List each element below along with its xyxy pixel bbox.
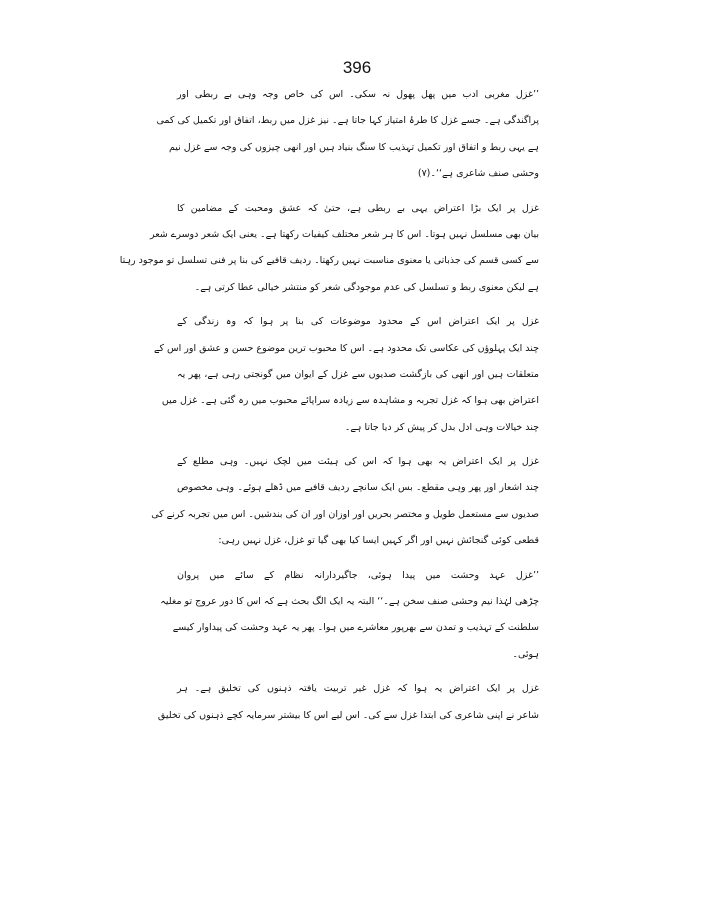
text-line: سلطنت کے تہذیب و تمدن سے بھرپور معاشرے میں ہوا۔ پھر یہ عہد وحشت کی پیداوار کیسے xyxy=(172,622,539,634)
text-line: چند ایک پہلوؤں کی عکاسی تک محدود ہے۔ اس کا محبوب ترین موضوع حسن و عشق اور اس کے xyxy=(153,342,539,354)
paragraph-4 xyxy=(151,449,539,555)
text-line: پراگندگی ہے۔ جسے غزل کا طرۂ امتیاز کہا جاتا ہے۔ نیز غزل میں ربط، اتفاق اور تکمیل کی کمی xyxy=(156,115,539,127)
text-line: سے کسی قسم کی جذباتی یا معنوی مناسبت نہیں رکھتا۔ ردیف قافیے کی بنا پر فنی تسلسل تو موجود رہتا xyxy=(119,255,539,267)
paragraph-2 xyxy=(119,196,539,302)
text-line: چند خیالات وہی ادل بدل کر پیش کر دیا جاتا ہے۔ xyxy=(344,421,539,433)
text-line: غزل پر ایک اعتراض یہ بھی ہوا کہ اس کی ہیئت میں لچک نہیں۔ وہی مطلع کے xyxy=(177,456,539,468)
text-line: ہوئی۔ xyxy=(512,648,539,660)
page-number: 396 xyxy=(342,58,372,77)
body-text xyxy=(119,82,539,729)
text-line: غزل پر ایک اعتراض اس کے محدود موضوعات کی بنا پر ہوا کہ وہ زندگی کے xyxy=(177,316,539,328)
paragraph-3 xyxy=(153,309,539,441)
text-line: صدیوں سے مستعمل طویل و مختصر بحریں اور اوزان اور ان کی بندشیں۔ اس میں تجربہ کرنے کی xyxy=(151,508,539,520)
text-line: بیان بھی مسلسل نہیں ہوتا۔ اس کا ہر شعر مختلف کیفیات رکھتا ہے۔ یعنی ایک شعر دوسرے شعر xyxy=(149,228,539,240)
text-line: ہے لیکن معنوی ربط و تسلسل کی عدم موجودگی شعر کو منتشر خیالی عطا کرتی ہے۔ xyxy=(194,281,539,293)
text-line: چڑھی لہٰذا نیم وحشی صنف سخن ہے۔‘‘ البتہ یہ ایک الگ بحث ہے کہ اس کا دور عروج تو مغلیہ xyxy=(160,596,539,608)
text-line: غزل پر ایک بڑا اعتراض یہی بے ربطی ہے، حتیٰ کہ عشق ومحبت کے مضامین کا xyxy=(177,202,539,214)
paragraph-5-quote xyxy=(160,563,539,669)
text-line: ’’غزل مغربی ادب میں پھل پھول نہ سکی۔ اس کی خاص وجہ وہی بے ربطی اور xyxy=(177,89,539,100)
text-line: غزل پر ایک اعتراض یہ ہوا کہ غزل غیر تربیت یافتہ ذہنوں کی تخلیق ہے۔ ہر xyxy=(177,683,539,695)
paragraph-6 xyxy=(157,676,539,729)
text-line: ہے یہی ربط و اتفاق اور تکمیل تہذیب کا سنگ بنیاد ہیں اور انھی چیزوں کی وجہ سے غزل نیم xyxy=(168,141,539,153)
text-line: چند اشعار اور پھر وہی مقطع۔ بس ایک سانچے ردیف قافیے میں ڈھلے ہوئے۔ وہی مخصوص xyxy=(177,482,539,494)
text-line: متعلقات ہیں اور انھی کی بازگشت صدیوں سے غزل کے ایوان میں گونجتی رہی ہے، پھر یہ xyxy=(177,368,539,380)
text-line: قطعی کوئی گنجائش نہیں اور اگر کہیں ایسا کیا بھی گیا تو غزل، غزل نہیں رہی: xyxy=(218,535,539,547)
text-line: ’’غزل عہد وحشت میں پیدا ہوئی، جاگیردارانہ نظام کے سائے میں پروان xyxy=(177,569,539,581)
text-line: اعتراض بھی ہوا کہ غزل تجربہ و مشاہدہ سے زیادہ سراپائے محبوب میں رہ گئی ہے۔ غزل میں xyxy=(161,395,539,407)
text-line: وحشی صنف شاعری ہے‘‘۔(۷) xyxy=(417,168,539,180)
text-line: شاعر نے اپنی شاعری کی ابتدا غزل سے کی۔ اس لیے اس کا بیشتر سرمایہ کچے ذہنوں کی تخلیق xyxy=(157,709,539,721)
paragraph-1 xyxy=(156,82,539,188)
